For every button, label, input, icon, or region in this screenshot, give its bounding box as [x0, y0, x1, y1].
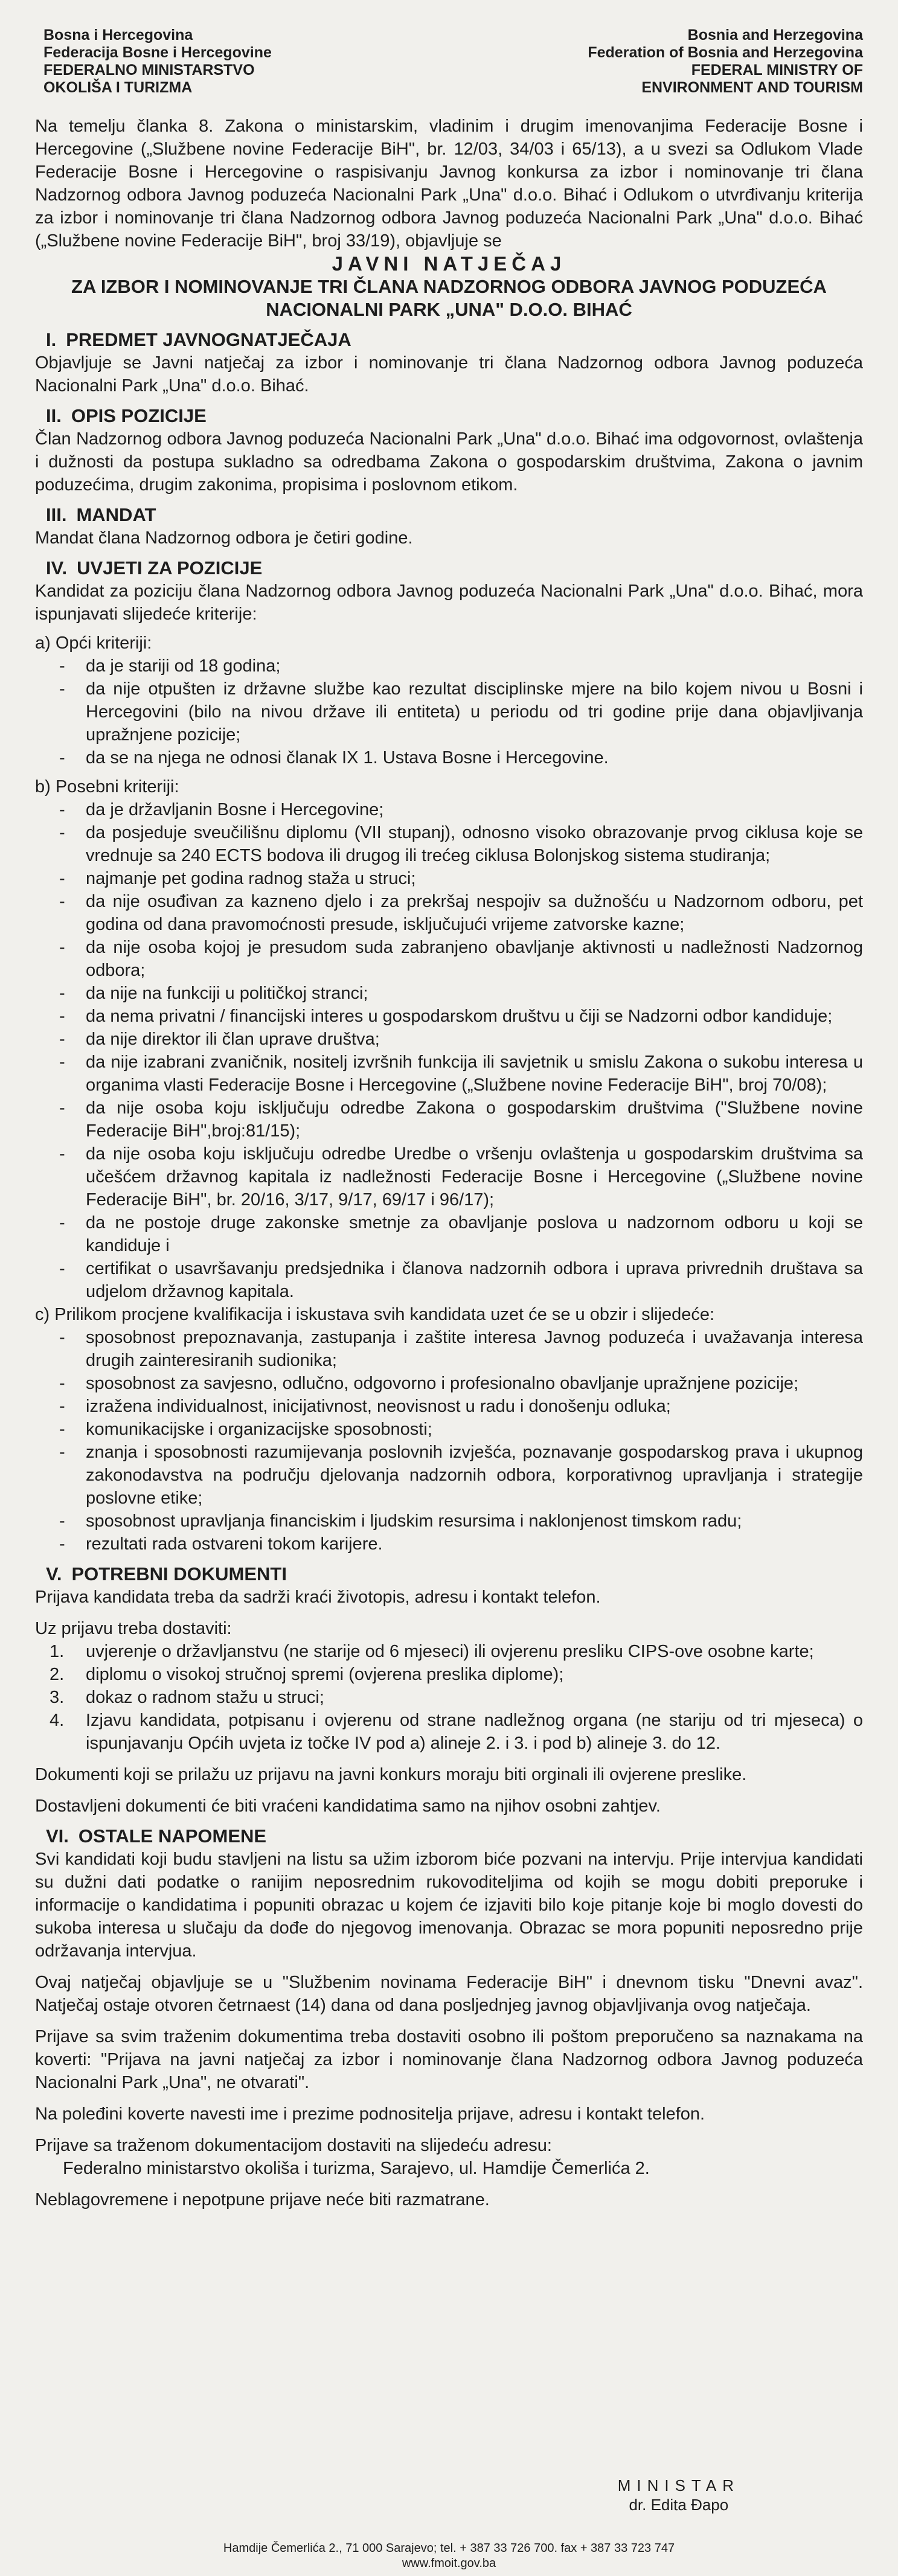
document-item — [35, 1640, 863, 1663]
section-1-text: Objavljuje se Javni natječaj za izbor i nominovanje tri člana Nadzornog odbora Javnog poduzeća Nacionalni Park „Una" d.o.o. Bihać. — [35, 353, 863, 396]
address-label: Prijave sa traženom dokumentacijom dostaviti na slijedeću adresu: — [35, 2136, 552, 2155]
document-item — [35, 1709, 863, 1755]
documents-note-return: Dostavljeni dokumenti će biti vraćeni kandidatima samo na njihov osobni zahtjev. — [35, 1796, 661, 1816]
header-right-line: ENVIRONMENT AND TOURISM — [641, 79, 863, 96]
list-item: - da nije na funkciji u političkoj stranci; — [35, 982, 863, 1005]
list-item: - da nije osoba koju isključuju odredbe Uredbe o vršenju ovlaštenja u gospodarskim društvima sa učešćem državnog kapitala iz nadležnosti Federacije Bosne i Hercegovine („Službene novine Federacije BiH", br. 20/16, 3/17, 9/17, 69/17 i 96/17); — [35, 1142, 863, 1211]
header-left-line: OKOLIŠA I TURIZMA — [43, 79, 193, 96]
section-3-text: Mandat člana Nadzornog odbora je četiri godine. — [35, 528, 413, 548]
section-heading-3 — [35, 504, 863, 527]
assessment-criteria-label: c) Prilikom procjene kvalifikacija i iskustava svih kandidata uzet će se u obzir i slijedeće: — [35, 1305, 715, 1324]
section-heading-6 — [35, 1825, 863, 1848]
list-item: - komunikacijske i organizacijske sposobnosti; — [35, 1418, 863, 1441]
signature-name: dr. Edita Đapo — [629, 2496, 729, 2514]
submission-paragraph: Prijave sa svim traženim dokumentima treba dostaviti osobno ili poštom preporučeno sa naznakama na koverti: "Prijava na javni natječaj za izbor i nominovanje člana Nadzornog odbora Javnog poduzeća Nacionalni Park „Una", ne otvarati". — [35, 2027, 863, 2092]
section-heading-4 — [35, 557, 863, 580]
list-item: - da nije otpušten iz državne službe kao rezultat disciplinske mjere na bilo kojem nivou u Bosni i Hercegovini (bilo na nivou države ili entiteta) u periodu od tri godine prije dana objavljivanja upražnjene pozicije; — [35, 678, 863, 746]
section-number: V. — [46, 1563, 62, 1584]
list-item: - sposobnost za savjesno, odlučno, odgovorno i profesionalno obavljanje upražnjene pozicije; — [35, 1372, 863, 1395]
signature-block — [618, 2476, 740, 2514]
title-line-1: JAVNI NATJEČAJ — [332, 252, 566, 275]
special-criteria-label: b) Posebni kriteriji: — [35, 777, 179, 796]
documents-note-originals: Dokumenti koji se prilažu uz prijavu na javni konkurs moraju biti orginali ili ovjerene preslike. — [35, 1765, 747, 1784]
footer-address: Hamdije Čemerlića 2., 71 000 Sarajevo; tel. + 387 33 726 700. fax + 387 33 723 747 — [223, 2542, 675, 2555]
document-item — [35, 1663, 863, 1686]
header-left-line: Federacija Bosne i Hercegovine — [43, 44, 272, 61]
special-criteria-list — [35, 798, 863, 1303]
notice-body — [35, 115, 863, 2211]
section-title: MANDAT — [76, 504, 156, 525]
list-item: - da posjeduje sveučilišnu diplomu (VII stupanj), odnosno visoko obrazovanje prvog ciklusa koje se vrednuje sa 240 ECTS bodova ili drugog ili trećeg ciklusa Bolonjskog sistema studiranja; — [35, 821, 863, 867]
list-item: - da ne postoje druge zakonske smetnje za obavljanje poslova u nadzornom odboru u koji se kandiduje i — [35, 1211, 863, 1257]
publication-paragraph: Ovaj natječaj objavljuje se u "Službenim novinama Federacije BiH" i dnevnom tisku "Dnevni avaz". Natječaj ostaje otvoren četrnaest (14) dana od dana posljednjeg javnog objavljivanja ovog natječaja. — [35, 1973, 863, 2015]
general-criteria-label: a) Opći kriteriji: — [35, 633, 152, 653]
item-text: uvjerenje o državljanstvu (ne starije od 6 mjeseci) ili ovjerenu presliku CIPS-ove osobne karte; — [86, 1642, 814, 1661]
list-item: - da se na njega ne odnosi članak IX 1. Ustava Bosne i Hercegovine. — [35, 746, 863, 769]
section-number: III. — [46, 504, 67, 525]
section-number: I. — [46, 329, 57, 350]
section-4-text: Kandidat za poziciju člana Nadzornog odbora Javnog poduzeća Nacionalni Park „Una" d.o.o. Bihać, mora ispunjavati slijedeće kriterije: — [35, 582, 863, 624]
header-left — [43, 27, 272, 97]
page-footer — [0, 2541, 898, 2571]
section-5-text: Prijava kandidata treba da sadrži kraći životopis, adresu i kontakt telefon. — [35, 1588, 601, 1607]
item-text: Izjavu kandidata, potpisanu i ovjerenu od strane nadležnog organa (ne stariju od tri mjeseca) o ispunjavanju Općih uvjeta iz točke IV pod a) alineje 2. i 3. i pod b) alineje 3. do 12. — [86, 1711, 863, 1753]
document-item — [35, 1686, 863, 1709]
header-right-line: Federation of Bosnia and Herzegovina — [588, 44, 863, 61]
list-item: - da nije izabrani zvaničnik, nositelj izvršnih funkcija ili savjetnik u smislu Zakona o sukobu interesa u organima vlasti Federacije Bosne i Hercegovine („Službene novine Federacije BiH", broj 70/08); — [35, 1051, 863, 1097]
list-item: - da nije osuđivan za kazneno djelo i za prekršaj nespojiv sa dužnošću u Nadzornom odboru, pet godina od dana pravomoćnosti presude, isključujući vrijeme zatvorske kazne; — [35, 890, 863, 936]
section-heading-2 — [35, 405, 863, 428]
list-item: - da je stariji od 18 godina; — [35, 655, 863, 678]
address-line: Federalno ministarstvo okoliša i turizma, Sarajevo, ul. Hamdije Čemerlića 2. — [63, 2159, 650, 2178]
section-title: OPIS POZICIJE — [71, 405, 207, 426]
assessment-criteria-list — [35, 1326, 863, 1556]
list-item: - sposobnost prepoznavanja, zastupanja i zaštite interesa Javnog poduzeća i uvažavanja interesa drugih zainteresiranih sudionika; — [35, 1326, 863, 1372]
item-number: 1. — [50, 1642, 65, 1661]
list-item: - certifikat o usavršavanju predsjednika i članova nadzornih odbora i uprava privrednih društava sa udjelom državnog kapitala. — [35, 1257, 863, 1303]
section-heading-1 — [35, 328, 863, 351]
list-item: - izražena individualnost, inicijativnost, neovisnost u radu i donošenju odluka; — [35, 1395, 863, 1418]
signature-role: MINISTAR — [617, 2476, 740, 2494]
envelope-note: Na poleđini koverte navesti ime i prezime podnositelja prijave, adresu i kontakt telefon. — [35, 2104, 705, 2124]
footer-website: www.fmoit.gov.ba — [402, 2557, 496, 2570]
section-title: UVJETI ZA POZICIJE — [77, 557, 263, 578]
list-item: - da nije osoba koju isključuju odredbe Zakona o gospodarskim društvima ("Službene novine Federacije BiH",broj:81/15); — [35, 1097, 863, 1142]
documents-list — [35, 1640, 863, 1755]
item-text: dokaz o radnom stažu u struci; — [86, 1688, 324, 1707]
section-title: OSTALE NAPOMENE — [78, 1825, 267, 1847]
item-number: 4. — [50, 1711, 65, 1730]
list-item: - da nije direktor ili član uprave društva; — [35, 1028, 863, 1051]
documents-label: Uz prijavu treba dostaviti: — [35, 1619, 232, 1638]
late-applications-note: Neblagovremene i nepotpune prijave neće biti razmatrane. — [35, 2190, 490, 2209]
notice-title — [35, 252, 863, 321]
section-number: IV. — [46, 557, 68, 578]
list-item: - rezultati rada ostvareni tokom karijere. — [35, 1533, 863, 1556]
list-item: - znanja i sposobnosti razumijevanja poslovnih izvješća, poznavanje gospodarskog prava i ukupnog zakonodavstva na području djelovanja nadzornih odbora, korporativnog upravljanja i strategije poslovne etike; — [35, 1441, 863, 1510]
header-left-line: Bosna i Hercegovina — [43, 27, 193, 43]
item-number: 3. — [50, 1688, 65, 1707]
section-heading-5 — [35, 1563, 863, 1586]
interview-paragraph: Svi kandidati koji budu stavljeni na listu sa užim izborom biće pozvani na intervju. Prije intervjua kandidati su dužni dati podatke o ranijim neposrednim rukovoditeljima od kojih se mogu dobiti preporuke i informacije o kandidatima i popuniti obrazac u kojem će izjaviti bilo koje pitanje koje bi moglo dovesti do sukoba interesa u slučaju da dođe do njegovog imenovanja. Obrazac se mora popuniti neposredno prije održavanja intervjua. — [35, 1850, 863, 1961]
list-item: - sposobnost upravljanja financiskim i ljudskim resursima i naklonjenost timskom radu; — [35, 1510, 863, 1533]
section-title: POTREBNI DOKUMENTI — [71, 1563, 287, 1584]
header-right — [588, 27, 863, 97]
item-number: 2. — [50, 1665, 65, 1684]
header-left-line: FEDERALNO MINISTARSTVO — [43, 62, 255, 78]
section-2-text: Član Nadzornog odbora Javnog poduzeća Nacionalni Park „Una" d.o.o. Bihać ima odgovornost, ovlaštenja i dužnosti da postupa sukladno sa odredbama Zakona o gospodarskim društvima, Zakona o javnim poduzećima, drugim zakonima, propisima i poslovnom etikom. — [35, 429, 863, 495]
list-item: - da nije osoba kojoj je presudom suda zabranjeno obavljanje aktivnosti u nadležnosti Nadzornog odbora; — [35, 936, 863, 982]
title-line-2: ZA IZBOR I NOMINOVANJE TRI ČLANA NADZORNOG ODBORA JAVNOG PODUZEĆA — [71, 276, 827, 297]
section-title: PREDMET JAVNOGNATJEČAJA — [66, 329, 351, 350]
intro-paragraph: Na temelju članka 8. Zakona o ministarskim, vladinim i drugim imenovanjima Federacije Bosne i Hercegovine („Službene novine Federacije BiH", br. 12/03, 34/03 i 65/13), a u svezi sa Odlukom Vlade Federacije Bosne i Hercegovine o raspisivanju Javnog konkursa za izbor i nominovanje tri člana Nadzornog odbora Javnog poduzeća Nacionalni Park „Una" d.o.o. Bihać i Odlukom o utvrđivanju kriterija za izbor i nominovanje tri člana Nadzornog odbora Javnog poduzeća Nacionalni Park „Una" d.o.o. Bihać („Službene novine Federacije BiH", broj 33/19), objavljuje se — [35, 117, 863, 251]
list-item: - da je državljanin Bosne i Hercegovine; — [35, 798, 863, 821]
section-number: VI. — [46, 1825, 69, 1847]
title-line-3: NACIONALNI PARK „UNA" D.O.O. BIHAĆ — [266, 299, 632, 320]
header-right-line: FEDERAL MINISTRY OF — [691, 62, 863, 78]
item-text: diplomu o visokoj stručnoj spremi (ovjerena preslika diplome); — [86, 1665, 564, 1684]
general-criteria-list — [35, 655, 863, 769]
header-right-line: Bosnia and Herzegovina — [687, 27, 863, 43]
list-item: - da nema privatni / financijski interes u gospodarskom društvu u čiji se Nadzorni odbor kandiduje; — [35, 1005, 863, 1028]
list-item: - najmanje pet godina radnog staža u struci; — [35, 867, 863, 890]
section-number: II. — [46, 405, 62, 426]
